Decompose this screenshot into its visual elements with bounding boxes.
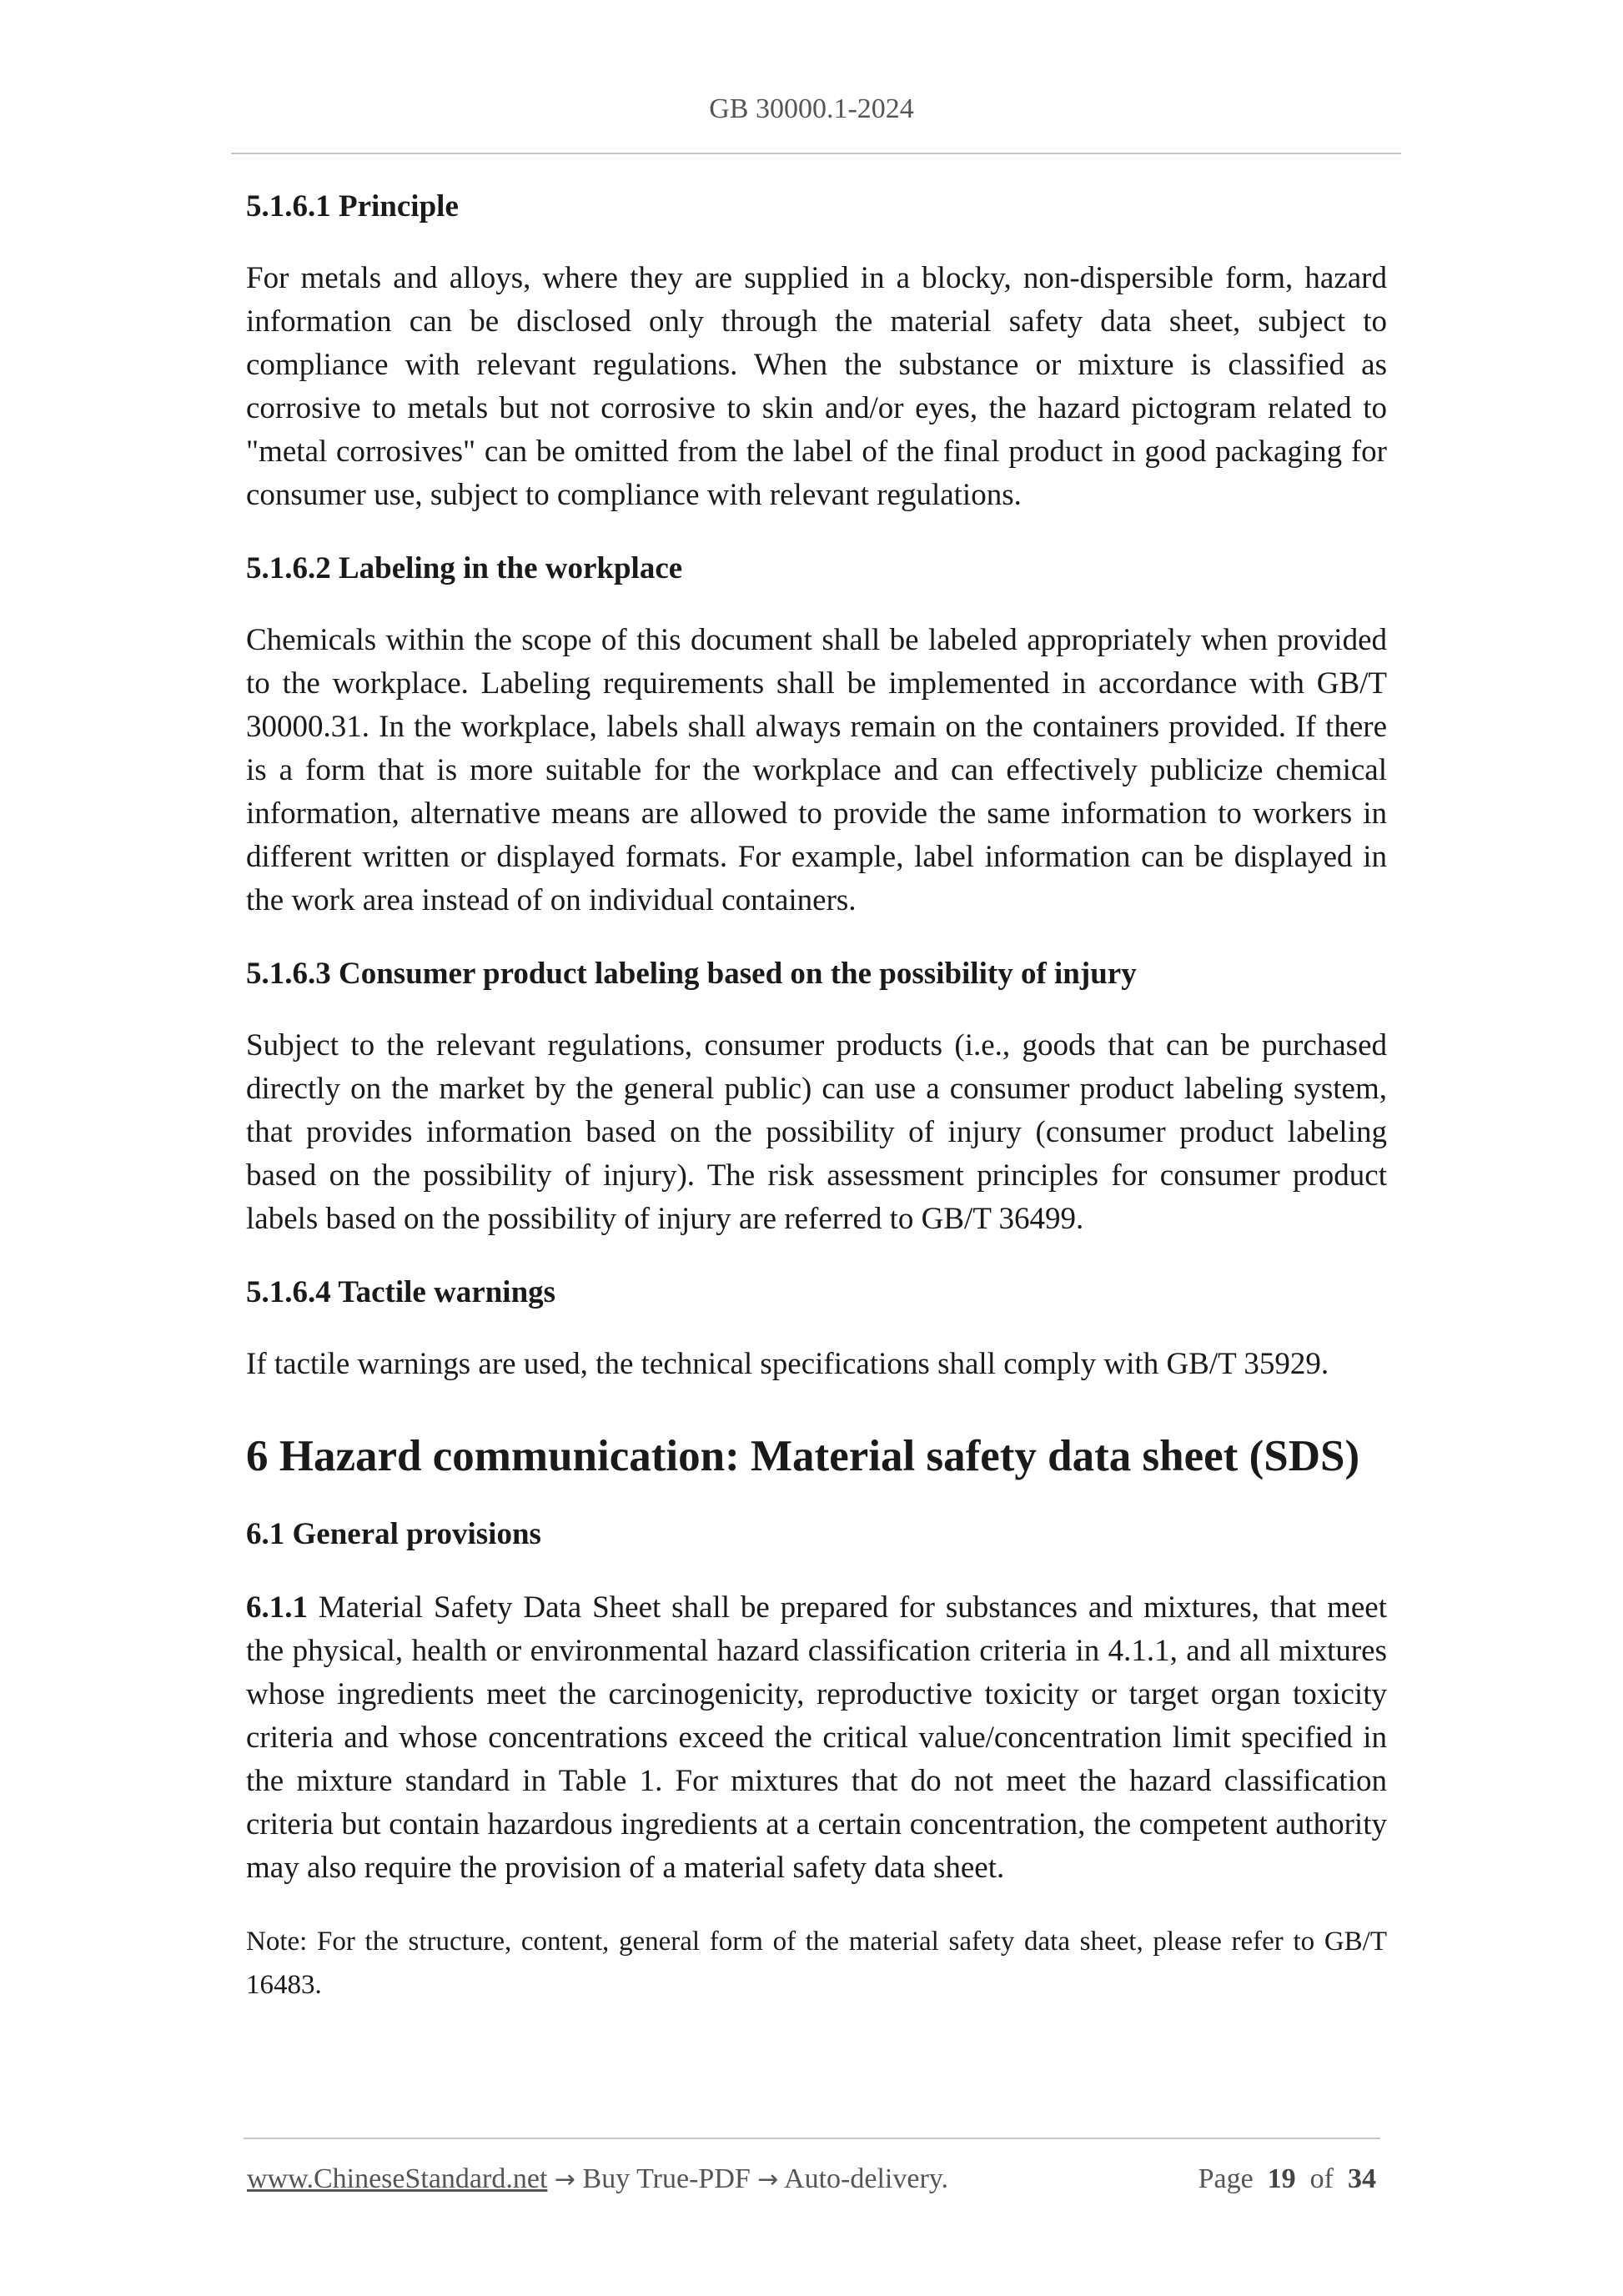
heading-6-1: 6.1 General provisions: [246, 1517, 541, 1551]
clause-label-6-1-1: 6.1.1: [246, 1590, 308, 1625]
heading-5-1-6-4: 5.1.6.4 Tactile warnings: [246, 1275, 556, 1309]
paragraph-consumer-labeling: Subject to the relevant regulations, consumer products (i.e., goods that can be purchased directly on the market by the general public) can use a consumer product labeling system, that provides information based on the possibility of injury (consumer product labeling based on the possibility of injury). The risk assessment principles for consumer product labels based on the possibility of injury are referred to GB/T 36499.: [246, 1028, 1387, 1236]
page-header: GB 30000.1-2024: [709, 93, 914, 124]
footer-buy-text: Buy True-PDF: [575, 2163, 758, 2194]
heading-5-1-6-1: 5.1.6.1 Principle: [246, 189, 459, 224]
arrow-right-icon: →: [757, 2165, 779, 2194]
heading-5-1-6-3: 5.1.6.3 Consumer product labeling based on the possibility of injury: [246, 957, 1137, 991]
page-total: 34: [1348, 2163, 1376, 2194]
note-sds-structure: Note: For the structure, content, general form of the material safety data sheet, please refer to GB/T 16483.: [246, 1927, 1387, 2000]
of-label: of: [1309, 2163, 1334, 2194]
website-link[interactable]: www.ChineseStandard.net: [247, 2163, 548, 2194]
footer-divider: [244, 2138, 1380, 2139]
clause-text-6-1-1: Material Safety Data Sheet shall be prepared for substances and mixtures, that meet the physical, health or environmental hazard classification criteria in 4.1.1, and all mixtures whose ingredients meet the carcinogenicity, reproductive toxicity or target organ toxicity criteria and whose concentrations exceed the critical value/concentration limit specified in the mixture standard in Table 1. For mixtures that do not meet the hazard classification criteria but contain hazardous ingredients at a certain concentration, the competent authority may also require the provision of a material safety data sheet.: [246, 1590, 1387, 1885]
page-label: Page: [1198, 2163, 1254, 2194]
page-number: 19: [1267, 2163, 1296, 2194]
footer-promo: [247, 2158, 948, 2201]
paragraph-principle: For metals and alloys, where they are supplied in a blocky, non-dispersible form, hazard information can be disclosed only through the material safety data sheet, subject to compliance with relevant regulations. When the substance or mixture is classified as corrosive to metals but not corrosive to skin and/or eyes, the hazard pictogram related to "metal corrosives" can be omitted from the label of the final product in good packaging for consumer use, subject to compliance with relevant regulations.: [246, 261, 1387, 512]
footer-delivery-text: Auto-delivery.: [778, 2163, 949, 2194]
arrow-right-icon: →: [554, 2165, 576, 2194]
paragraph-workplace-labeling: Chemicals within the scope of this document shall be labeled appropriately when provided to the workplace. Labeling requirements shall be implemented in accordance with GB/T 30000.31. In the workplace, labels shall always remain on the containers provided. If there is a form that is more suitable for the workplace and can effectively publicize chemical information, alternative means are allowed to provide the same information to workers in different written or displayed formats. For example, label information can be displayed in the work area instead of on individual containers.: [246, 623, 1387, 917]
page-indicator: [1198, 2158, 1376, 2200]
document-body: [246, 185, 1387, 2007]
heading-5-1-6-2: 5.1.6.2 Labeling in the workplace: [246, 551, 683, 585]
heading-6-sds: 6 Hazard communication: Material safety data sheet (SDS): [246, 1432, 1360, 1480]
paragraph-6-1-1: [246, 1586, 1387, 1890]
paragraph-tactile-warnings: If tactile warnings are used, the technical specifications shall comply with GB/T 35929.: [246, 1347, 1329, 1381]
header-divider: [231, 153, 1401, 154]
